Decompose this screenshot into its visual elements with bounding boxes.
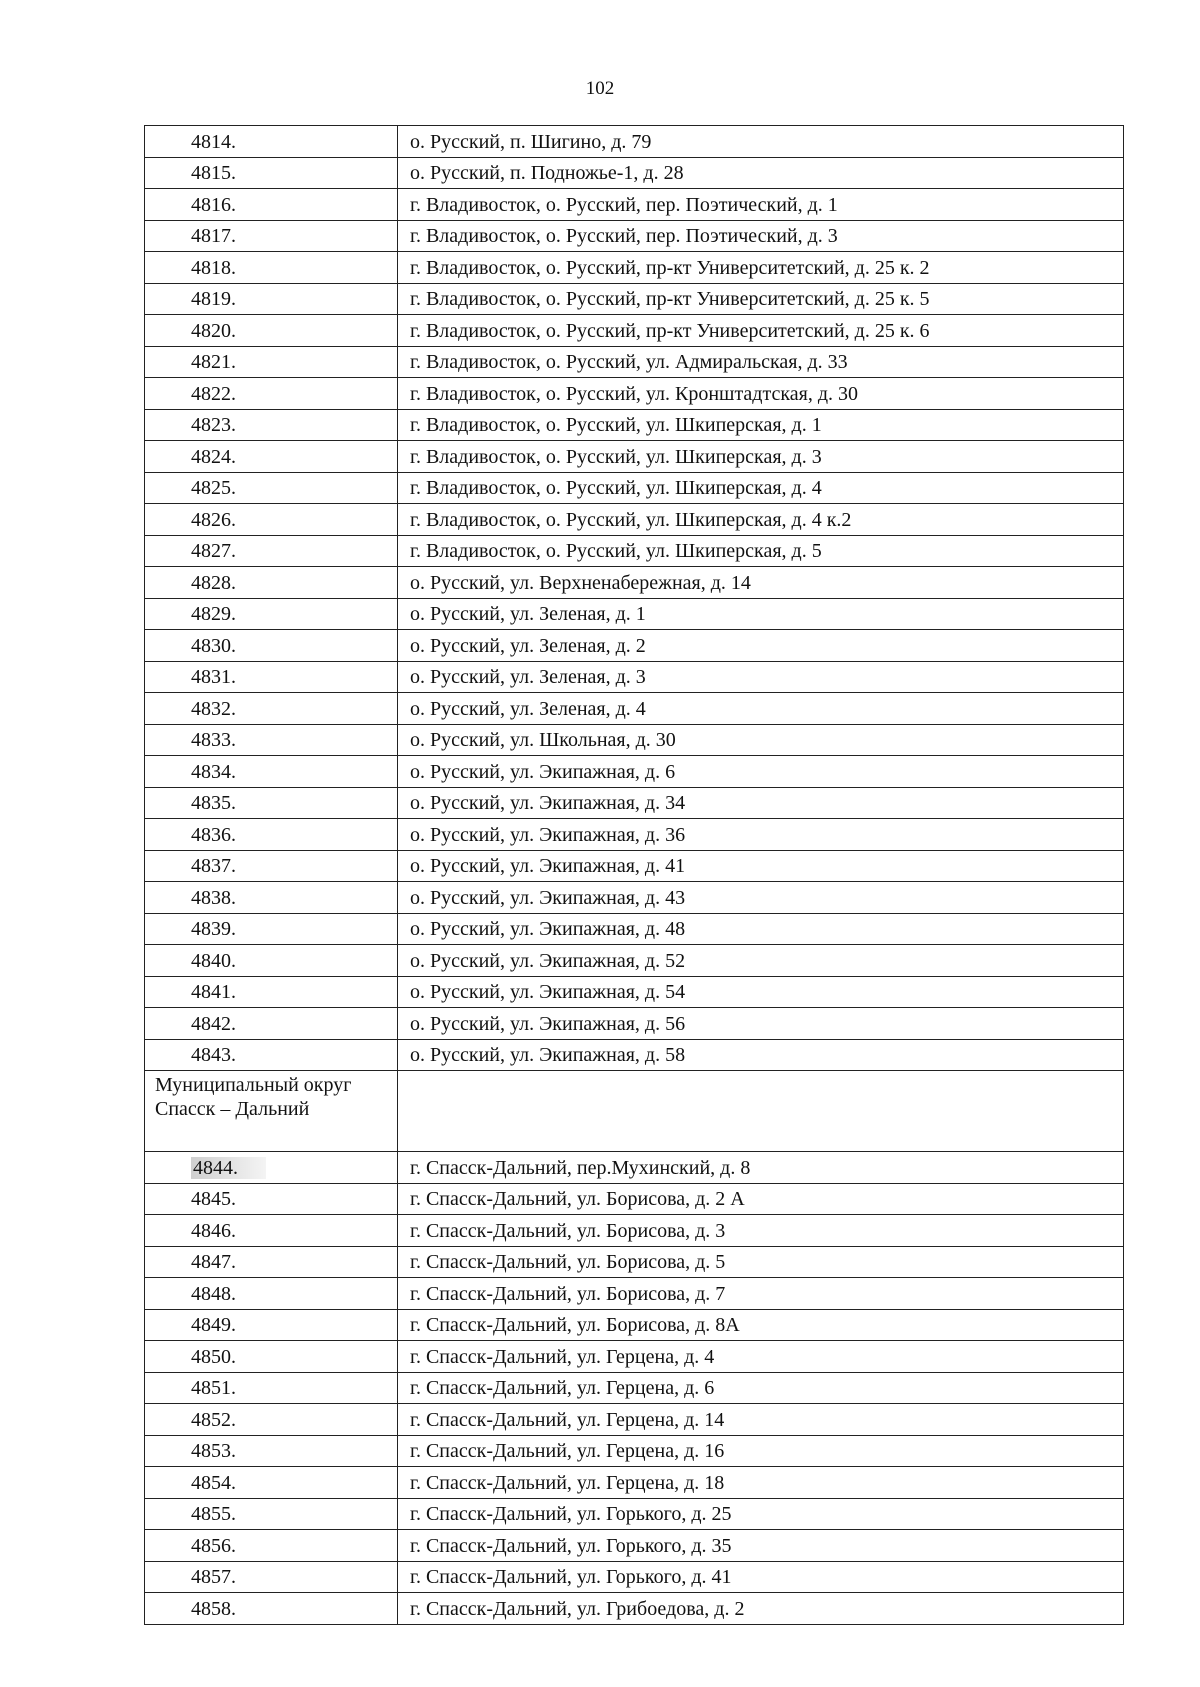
row-address: о. Русский, ул. Экипажная, д. 52 bbox=[398, 945, 1124, 977]
row-number-text: 4822. bbox=[191, 382, 236, 405]
page-number: 102 bbox=[585, 78, 615, 99]
row-number bbox=[145, 1593, 398, 1625]
row-number-text: 4826. bbox=[191, 508, 236, 531]
row-number-text: 4831. bbox=[191, 666, 236, 688]
section-row bbox=[145, 1071, 1124, 1152]
row-address: г. Спасск-Дальний, ул. Борисова, д. 5 bbox=[398, 1246, 1124, 1278]
row-address: о. Русский, ул. Зеленая, д. 1 bbox=[398, 598, 1124, 630]
row-address: г. Владивосток, о. Русский, пр-кт Университетский, д. 25 к. 6 bbox=[398, 315, 1124, 347]
row-number-text: 4845. bbox=[191, 1188, 236, 1210]
row-number bbox=[145, 472, 398, 504]
row-number bbox=[145, 1152, 398, 1184]
row-number-text: 4839. bbox=[191, 918, 236, 940]
row-number-text: 4854. bbox=[191, 1471, 236, 1494]
row-number-text: 4853. bbox=[191, 1440, 236, 1462]
row-number bbox=[145, 441, 398, 473]
table-row bbox=[145, 1278, 1124, 1310]
row-address: г. Спасск-Дальний, ул. Борисова, д. 8А bbox=[398, 1309, 1124, 1341]
address-table bbox=[144, 125, 1124, 1625]
section-label: Муниципальный округ Спасск – Дальний bbox=[145, 1071, 398, 1152]
row-number bbox=[145, 1498, 398, 1530]
row-address: г. Владивосток, о. Русский, пр-кт Университетский, д. 25 к. 5 bbox=[398, 283, 1124, 315]
row-number-text: 4847. bbox=[191, 1251, 236, 1273]
row-number bbox=[145, 1246, 398, 1278]
row-number-text: 4836. bbox=[191, 823, 236, 846]
table-row bbox=[145, 1467, 1124, 1499]
row-number bbox=[145, 1467, 398, 1499]
row-address: о. Русский, п. Шигино, д. 79 bbox=[398, 126, 1124, 158]
row-number bbox=[145, 220, 398, 252]
table-row bbox=[145, 283, 1124, 315]
row-address: г. Владивосток, о. Русский, ул. Кронштадтская, д. 30 bbox=[398, 378, 1124, 410]
row-address: г. Спасск-Дальний, ул. Герцена, д. 6 bbox=[398, 1372, 1124, 1404]
row-number-text: 4835. bbox=[191, 792, 236, 814]
table-row bbox=[145, 756, 1124, 788]
table-row bbox=[145, 819, 1124, 851]
row-address: г. Спасск-Дальний, ул. Горького, д. 41 bbox=[398, 1561, 1124, 1593]
row-address: о. Русский, ул. Экипажная, д. 58 bbox=[398, 1039, 1124, 1071]
table-row bbox=[145, 1246, 1124, 1278]
table-row bbox=[145, 189, 1124, 221]
table-row bbox=[145, 504, 1124, 536]
row-number bbox=[145, 945, 398, 977]
row-number bbox=[145, 409, 398, 441]
row-number-text: 4842. bbox=[191, 1012, 236, 1035]
row-address: о. Русский, ул. Экипажная, д. 43 bbox=[398, 882, 1124, 914]
row-address: г. Спасск-Дальний, ул. Грибоедова, д. 2 bbox=[398, 1593, 1124, 1625]
row-address: о. Русский, ул. Зеленая, д. 4 bbox=[398, 693, 1124, 725]
row-number-text: 4819. bbox=[191, 288, 236, 310]
table-row bbox=[145, 661, 1124, 693]
row-number bbox=[145, 976, 398, 1008]
row-address: г. Владивосток, о. Русский, ул. Шкиперская, д. 3 bbox=[398, 441, 1124, 473]
table-row bbox=[145, 1530, 1124, 1562]
row-number-text: 4814. bbox=[191, 130, 236, 153]
row-number-text: 4834. bbox=[191, 760, 236, 783]
row-address: о. Русский, ул. Школьная, д. 30 bbox=[398, 724, 1124, 756]
row-address: г. Владивосток, о. Русский, ул. Адмиральская, д. 33 bbox=[398, 346, 1124, 378]
row-address: о. Русский, ул. Экипажная, д. 56 bbox=[398, 1008, 1124, 1040]
row-address: г. Владивосток, о. Русский, ул. Шкиперская, д. 4 к.2 bbox=[398, 504, 1124, 536]
table-row bbox=[145, 472, 1124, 504]
row-address: о. Русский, ул. Экипажная, д. 41 bbox=[398, 850, 1124, 882]
table-row bbox=[145, 1008, 1124, 1040]
row-number bbox=[145, 598, 398, 630]
row-number-text: 4815. bbox=[191, 162, 236, 184]
table-row bbox=[145, 409, 1124, 441]
row-number bbox=[145, 1341, 398, 1373]
row-address: г. Владивосток, о. Русский, ул. Шкиперская, д. 5 bbox=[398, 535, 1124, 567]
table-row bbox=[145, 315, 1124, 347]
row-number-text: 4816. bbox=[191, 193, 236, 216]
row-address: г. Спасск-Дальний, ул. Борисова, д. 2 А bbox=[398, 1183, 1124, 1215]
row-number-text: 4824. bbox=[191, 445, 236, 468]
row-number bbox=[145, 693, 398, 725]
table-row bbox=[145, 1183, 1124, 1215]
row-address: г. Спасск-Дальний, ул. Горького, д. 25 bbox=[398, 1498, 1124, 1530]
row-number bbox=[145, 787, 398, 819]
row-number bbox=[145, 1309, 398, 1341]
row-number-text: 4827. bbox=[191, 540, 236, 562]
row-number bbox=[145, 1435, 398, 1467]
row-address: г. Владивосток, о. Русский, ул. Шкиперская, д. 4 bbox=[398, 472, 1124, 504]
row-number bbox=[145, 1215, 398, 1247]
table-row bbox=[145, 787, 1124, 819]
table-row bbox=[145, 976, 1124, 1008]
row-number bbox=[145, 283, 398, 315]
row-number bbox=[145, 126, 398, 158]
row-number-text: 4823. bbox=[191, 414, 236, 436]
row-number bbox=[145, 1278, 398, 1310]
row-number bbox=[145, 724, 398, 756]
row-address: г. Владивосток, о. Русский, пер. Поэтический, д. 1 bbox=[398, 189, 1124, 221]
table-row bbox=[145, 1372, 1124, 1404]
row-number-text: 4821. bbox=[191, 351, 236, 373]
address-table-body bbox=[145, 126, 1124, 1625]
row-number-text: 4840. bbox=[191, 949, 236, 972]
row-number bbox=[145, 1530, 398, 1562]
table-row bbox=[145, 378, 1124, 410]
table-row bbox=[145, 913, 1124, 945]
table-row bbox=[145, 1309, 1124, 1341]
table-row bbox=[145, 724, 1124, 756]
row-number bbox=[145, 661, 398, 693]
row-address: г. Спасск-Дальний, ул. Герцена, д. 16 bbox=[398, 1435, 1124, 1467]
row-address: о. Русский, ул. Зеленая, д. 3 bbox=[398, 661, 1124, 693]
table-row bbox=[145, 1152, 1124, 1184]
table-row bbox=[145, 157, 1124, 189]
row-number bbox=[145, 1372, 398, 1404]
row-number bbox=[145, 630, 398, 662]
row-number bbox=[145, 252, 398, 284]
row-number bbox=[145, 756, 398, 788]
row-address: о. Русский, ул. Экипажная, д. 34 bbox=[398, 787, 1124, 819]
table-row bbox=[145, 220, 1124, 252]
row-number-text: 4829. bbox=[191, 603, 236, 625]
row-address: г. Спасск-Дальний, ул. Борисова, д. 7 bbox=[398, 1278, 1124, 1310]
row-number bbox=[145, 1404, 398, 1436]
row-number bbox=[145, 189, 398, 221]
row-address: г. Владивосток, о. Русский, пер. Поэтический, д. 3 bbox=[398, 220, 1124, 252]
row-number bbox=[145, 1039, 398, 1071]
row-address: о. Русский, ул. Экипажная, д. 48 bbox=[398, 913, 1124, 945]
row-number-text: 4858. bbox=[191, 1597, 236, 1620]
table-row bbox=[145, 630, 1124, 662]
row-number-text: 4848. bbox=[191, 1282, 236, 1305]
row-address: о. Русский, ул. Экипажная, д. 6 bbox=[398, 756, 1124, 788]
row-address: о. Русский, ул. Верхненабережная, д. 14 bbox=[398, 567, 1124, 599]
row-number-text: 4852. bbox=[191, 1408, 236, 1431]
row-address: о. Русский, ул. Экипажная, д. 54 bbox=[398, 976, 1124, 1008]
row-number-text: 4830. bbox=[191, 634, 236, 657]
row-number bbox=[145, 567, 398, 599]
row-number bbox=[145, 1561, 398, 1593]
row-number-text: 4818. bbox=[191, 256, 236, 279]
table-row bbox=[145, 346, 1124, 378]
row-address: г. Спасск-Дальний, ул. Герцена, д. 4 bbox=[398, 1341, 1124, 1373]
row-number-text: 4844. bbox=[191, 1157, 266, 1179]
row-number-text: 4825. bbox=[191, 477, 236, 499]
row-address: г. Спасск-Дальний, ул. Борисова, д. 3 bbox=[398, 1215, 1124, 1247]
row-number-text: 4832. bbox=[191, 697, 236, 720]
row-number-text: 4837. bbox=[191, 855, 236, 877]
row-number-text: 4841. bbox=[191, 981, 236, 1003]
row-number bbox=[145, 378, 398, 410]
row-address: г. Спасск-Дальний, ул. Герцена, д. 14 bbox=[398, 1404, 1124, 1436]
row-number-text: 4828. bbox=[191, 571, 236, 594]
table-row bbox=[145, 850, 1124, 882]
table-row bbox=[145, 1561, 1124, 1593]
table-row bbox=[145, 1341, 1124, 1373]
table-row bbox=[145, 882, 1124, 914]
row-number bbox=[145, 1183, 398, 1215]
row-number bbox=[145, 882, 398, 914]
row-number-text: 4849. bbox=[191, 1314, 236, 1336]
row-number bbox=[145, 315, 398, 347]
table-row bbox=[145, 126, 1124, 158]
table-row bbox=[145, 1593, 1124, 1625]
table-row bbox=[145, 693, 1124, 725]
row-address: г. Владивосток, о. Русский, пр-кт Университетский, д. 25 к. 2 bbox=[398, 252, 1124, 284]
table-row bbox=[145, 598, 1124, 630]
row-address: г. Спасск-Дальний, ул. Горького, д. 35 bbox=[398, 1530, 1124, 1562]
table-row bbox=[145, 252, 1124, 284]
table-row bbox=[145, 567, 1124, 599]
row-number bbox=[145, 157, 398, 189]
table-row bbox=[145, 1215, 1124, 1247]
table-row bbox=[145, 441, 1124, 473]
table-row bbox=[145, 1404, 1124, 1436]
row-address: о. Русский, ул. Зеленая, д. 2 bbox=[398, 630, 1124, 662]
row-number-text: 4851. bbox=[191, 1377, 236, 1399]
row-number-text: 4846. bbox=[191, 1219, 236, 1242]
section-address bbox=[398, 1071, 1124, 1152]
table-row bbox=[145, 1039, 1124, 1071]
row-number bbox=[145, 913, 398, 945]
table-row bbox=[145, 1498, 1124, 1530]
row-number bbox=[145, 535, 398, 567]
row-number-text: 4833. bbox=[191, 729, 236, 751]
row-number-text: 4843. bbox=[191, 1044, 236, 1066]
row-number bbox=[145, 819, 398, 851]
row-number bbox=[145, 504, 398, 536]
row-number-text: 4838. bbox=[191, 886, 236, 909]
row-address: г. Спасск-Дальний, пер.Мухинский, д. 8 bbox=[398, 1152, 1124, 1184]
row-number-text: 4856. bbox=[191, 1534, 236, 1557]
row-number-text: 4857. bbox=[191, 1566, 236, 1588]
row-number-text: 4820. bbox=[191, 319, 236, 342]
row-number-text: 4817. bbox=[191, 225, 236, 247]
row-address: о. Русский, п. Подножье-1, д. 28 bbox=[398, 157, 1124, 189]
table-row bbox=[145, 1435, 1124, 1467]
row-address: г. Спасск-Дальний, ул. Герцена, д. 18 bbox=[398, 1467, 1124, 1499]
row-number bbox=[145, 346, 398, 378]
row-number bbox=[145, 850, 398, 882]
row-number-text: 4850. bbox=[191, 1345, 236, 1368]
row-number bbox=[145, 1008, 398, 1040]
row-address: г. Владивосток, о. Русский, ул. Шкиперская, д. 1 bbox=[398, 409, 1124, 441]
row-number-text: 4855. bbox=[191, 1503, 236, 1525]
row-address: о. Русский, ул. Экипажная, д. 36 bbox=[398, 819, 1124, 851]
table-row bbox=[145, 945, 1124, 977]
table-row bbox=[145, 535, 1124, 567]
